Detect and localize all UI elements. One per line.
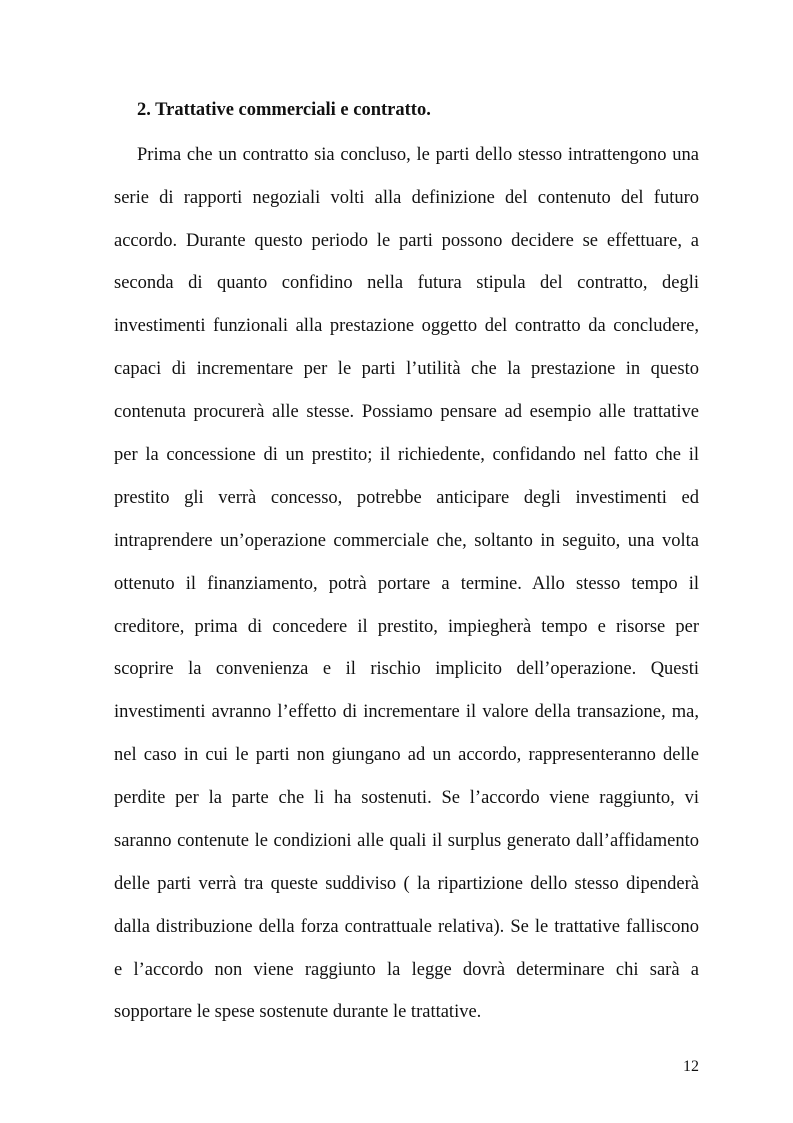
paragraph-line: accordo. Durante questo periodo le parti possono decidere se effettuare, a bbox=[114, 231, 699, 251]
paragraph-line: capaci di incrementare per le parti l’utilità che la prestazione in questo bbox=[114, 359, 699, 379]
paragraph-line: perdite per la parte che li ha sostenuti. Se l’accordo viene raggiunto, vi bbox=[114, 788, 699, 808]
paragraph-line: sopportare le spese sostenute durante le trattative. bbox=[114, 1002, 482, 1022]
paragraph-line: delle parti verrà tra queste suddiviso ( la ripartizione dello stesso dipenderà bbox=[114, 874, 699, 894]
paragraph-line: prestito gli verrà concesso, potrebbe anticipare degli investimenti ed bbox=[114, 488, 699, 508]
page-number: 12 bbox=[683, 1058, 699, 1075]
paragraph-line: contenuta procurerà alle stesse. Possiamo pensare ad esempio alle trattative bbox=[114, 402, 699, 422]
paragraph-line: seconda di quanto confidino nella futura stipula del contratto, degli bbox=[114, 273, 699, 293]
paragraph-line: intraprendere un’operazione commerciale che, soltanto in seguito, una volta bbox=[114, 531, 699, 551]
paragraph-line: creditore, prima di concedere il prestito, impiegherà tempo e risorse per bbox=[114, 617, 699, 637]
section-heading: 2. Trattative commerciali e contratto. bbox=[137, 100, 431, 120]
paragraph-line: e l’accordo non viene raggiunto la legge dovrà determinare chi sarà a bbox=[114, 960, 699, 980]
paragraph-line: ottenuto il finanziamento, potrà portare a termine. Allo stesso tempo il bbox=[114, 574, 699, 594]
paragraph-line: dalla distribuzione della forza contrattuale relativa). Se le trattative falliscono bbox=[114, 917, 699, 937]
paragraph-line: Prima che un contratto sia concluso, le parti dello stesso intrattengono una bbox=[137, 145, 699, 165]
paragraph-line: saranno contenute le condizioni alle quali il surplus generato dall’affidamento bbox=[114, 831, 699, 851]
paragraph-line: scoprire la convenienza e il rischio implicito dell’operazione. Questi bbox=[114, 659, 699, 679]
paragraph-line: investimenti avranno l’effetto di incrementare il valore della transazione, ma, bbox=[114, 702, 699, 722]
paragraph-line: investimenti funzionali alla prestazione oggetto del contratto da concludere, bbox=[114, 316, 699, 336]
paragraph-line: serie di rapporti negoziali volti alla definizione del contenuto del futuro bbox=[114, 188, 699, 208]
paragraph-line: per la concessione di un prestito; il richiedente, confidando nel fatto che il bbox=[114, 445, 699, 465]
paragraph-line: nel caso in cui le parti non giungano ad un accordo, rappresenteranno delle bbox=[114, 745, 699, 765]
